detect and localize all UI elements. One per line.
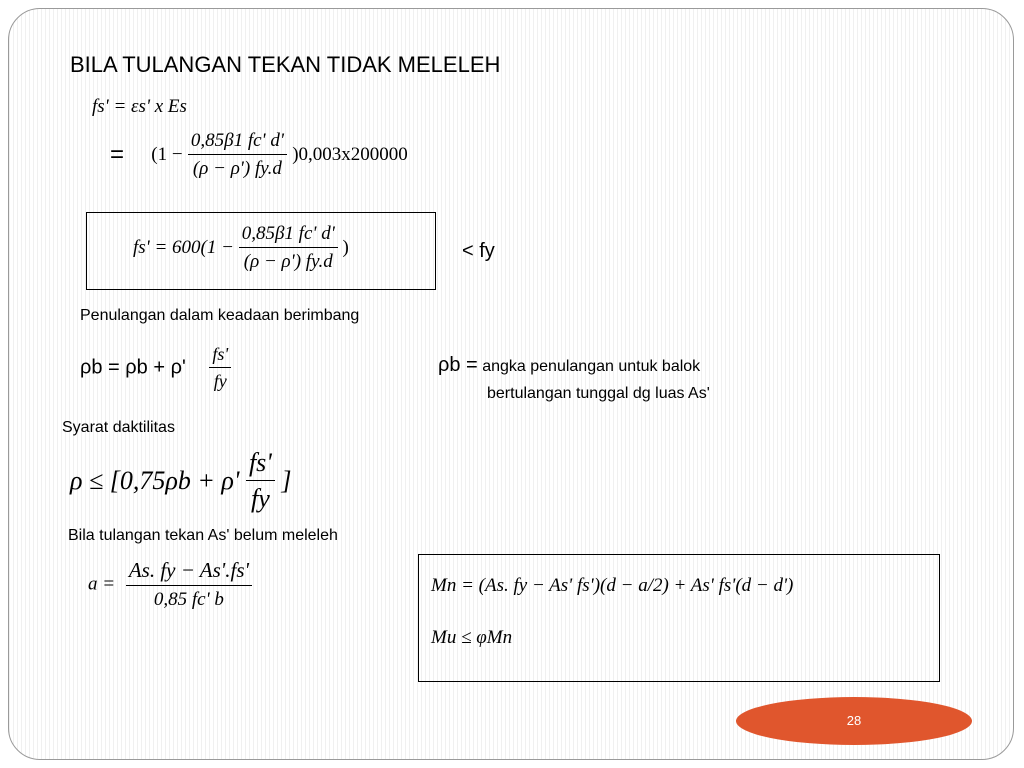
rho-eq-text: ρb = ρb + ρ' xyxy=(80,356,186,379)
fraction-fs-fy-large xyxy=(246,448,275,514)
paren-close: ) xyxy=(342,237,349,258)
penulangan-label: Penulangan dalam keadaan berimbang xyxy=(80,307,360,324)
equation-a-lhs: a = xyxy=(88,573,116,595)
fraction-numerator: fs' xyxy=(212,344,229,364)
fraction-numerator: fs' xyxy=(248,448,272,477)
fraction-numerator: As. fy − As'.fs' xyxy=(128,558,250,582)
less-than-fy: < fy xyxy=(462,240,495,262)
fraction-numerator: 0,85β1 fc' d' xyxy=(241,223,335,244)
rho-definition-line2: bertulangan tunggal dg luas As' xyxy=(487,385,710,402)
rho-balanced-equation xyxy=(80,344,231,392)
slide-title: BILA TULANGAN TEKAN TIDAK MELELEH xyxy=(70,52,501,77)
rho-definition-symbol: ρb = xyxy=(438,354,478,376)
boxed-equation xyxy=(86,212,436,290)
equation-mu: Mu ≤ φMn xyxy=(431,627,513,648)
fraction-a xyxy=(126,558,252,611)
moment-box xyxy=(418,554,940,682)
rho-definition xyxy=(438,354,700,377)
page-number-badge xyxy=(736,697,972,745)
fraction-denominator: (ρ − ρ') fy.d xyxy=(239,247,338,273)
fraction-denominator: 0,85 fc' b xyxy=(126,585,252,611)
equation-mn: Mn = (As. fy − As' fs')(d − a/2) + As' fs'(d − d') xyxy=(431,575,794,596)
page-number: 28 xyxy=(846,713,862,728)
ductility-lhs: ρ ≤ [0,75ρb + ρ' xyxy=(70,466,240,495)
fraction-fs-fy xyxy=(209,344,231,392)
fraction-denominator: (ρ − ρ') fy.d xyxy=(188,154,287,180)
bila-label: Bila tulangan tekan As' belum meleleh xyxy=(68,527,338,544)
equation-fs-strain: fs' = εs' x Es xyxy=(92,96,187,117)
fraction-denominator: fy xyxy=(209,367,231,392)
paren-close: ) xyxy=(292,144,299,165)
bracket-close: ] xyxy=(281,466,292,495)
fraction-eq3 xyxy=(239,223,338,273)
fraction-eq2 xyxy=(188,130,287,180)
equation-lhs: fs' = 600(1 − xyxy=(133,237,234,258)
fraction-denominator: fy xyxy=(246,480,275,514)
rho-definition-line1: angka penulangan untuk balok xyxy=(482,358,701,375)
ductility-equation xyxy=(70,448,291,514)
equation-tail: 0,003x200000 xyxy=(298,144,408,165)
fraction-numerator: 0,85β1 fc' d' xyxy=(190,130,284,151)
syarat-label: Syarat daktilitas xyxy=(62,419,175,436)
equals-sign: = xyxy=(110,141,125,168)
equation-a xyxy=(88,558,252,611)
paren-open: (1 − xyxy=(151,144,183,165)
equation-fs-expanded xyxy=(110,130,408,180)
